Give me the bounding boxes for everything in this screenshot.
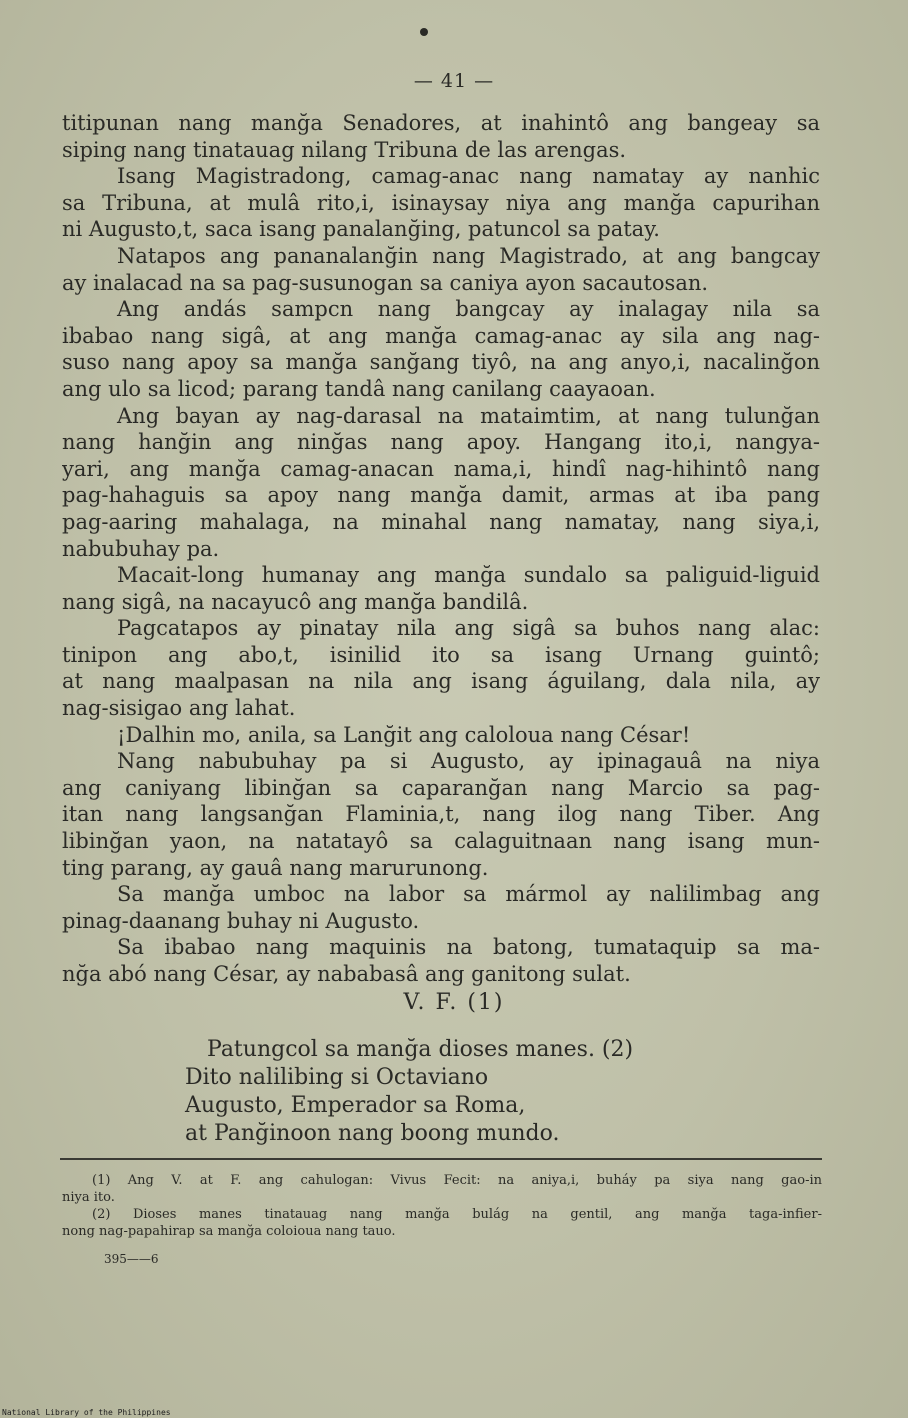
footnotes (62, 1172, 822, 1240)
text-line: nabubuhay pa. (62, 536, 220, 561)
library-watermark: National Library of the Philippines (2, 1408, 171, 1417)
text-line: ang ulo sa licod; parang tandâ nang canilang caayaoan. (62, 376, 656, 401)
text-line: tinipon ang abo,t, isinilid ito sa isang Urnang guintô; (62, 642, 820, 667)
body-text (62, 110, 820, 988)
text-line: Macait-long humanay ang manğa sundalo sa paliguid-liguid (117, 563, 820, 588)
text-line: titipunan nang manğa Senadores, at inahintô ang bangeay sa (62, 111, 820, 135)
text-line: Ang bayan ay nag-darasal na mataimtim, at nang tulunğan (117, 403, 820, 428)
footnote-line: niya ito. (62, 1190, 115, 1205)
ink-dot (420, 28, 428, 36)
text-line: Isang Magistradong, camag-anac nang namatay ay nanhic (117, 164, 820, 189)
text-line: itan nang langsanğan Flaminia,t, nang ilog nang Tiber. Ang (62, 802, 820, 827)
text-line: siping nang tinatauag nilang Tribuna de las arengas. (62, 137, 627, 162)
text-line: Sa manğa umboc na labor sa mármol ay nalilimbag ang (117, 882, 820, 907)
inscription-line: Augusto, Emperador sa Roma, (185, 1093, 526, 1118)
footnote-line: nong nag-papahirap sa manğa coloioua nang tauo. (62, 1224, 396, 1239)
text-line: ang caniyang libinğan sa caparanğan nang Marcio sa pag- (62, 775, 820, 800)
text-line: sa Tribuna, at mulâ rito,i, isinaysay niya ang manğa capurihan (62, 190, 820, 215)
text-line: ¡Dalhin mo, anila, sa Lanğit ang caloloua nang César! (117, 722, 691, 747)
inscription-line: at Panğinoon nang boong mundo. (185, 1121, 560, 1146)
footnote-line: (1) Ang V. at F. ang cahulogan: Vivus Fecit: na aniya,i, buháy pa siya nang gao-in (92, 1173, 822, 1188)
inscription-line: Dito nalilibing si Octaviano (185, 1065, 489, 1090)
text-line: pag-hahaguis sa apoy nang manğa damit, armas at iba pang (62, 483, 820, 508)
text-line: libinğan yaon, na natatayô sa calaguitnaan nang isang mun- (62, 829, 820, 854)
text-line: pag-aaring mahalaga, na minahal nang namatay, nang siya,i, (62, 509, 820, 534)
text-line: ay inalacad na sa pag-susunogan sa caniya ayon sacautosan. (62, 270, 709, 295)
inscription-line: Patungcol sa manğa dioses manes. (2) (207, 1037, 634, 1062)
text-line: nğa abó nang César, ay nababasâ ang ganitong sulat. (62, 962, 631, 986)
inscription-heading: V. F. (1) (403, 990, 505, 1015)
text-line: nag-sisigao ang lahat. (62, 696, 296, 721)
text-line: Nang nabubuhay pa si Augusto, ay ipinagauâ na niya (117, 749, 820, 774)
signature-mark: 395——6 (104, 1252, 159, 1266)
text-line: nang sigâ, na nacayucô ang manğa bandilâ. (62, 589, 529, 614)
text-line: ting parang, ay gauâ nang marurunong. (62, 855, 489, 880)
inscription-block (185, 1036, 745, 1148)
text-line: Ang andás sampcn nang bangcay ay inalagay nila sa (117, 297, 820, 322)
text-line: pinag-daanang buhay ni Augusto. (62, 908, 420, 933)
footnote-line: (2) Dioses manes tinatauag nang manğa bulág na gentil, ang manğa taga-infier- (92, 1207, 822, 1222)
page-number: — 41 — (413, 70, 495, 92)
text-line: nang hanğin ang ninğas nang apoy. Hangang ito,i, nangya- (62, 430, 820, 455)
text-line: suso nang apoy sa manğa sanğang tiyô, na ang anyo,i, nacalinğon (62, 350, 820, 375)
text-line: Natapos ang pananalanğin nang Magistrado, at ang bangcay (117, 243, 820, 268)
text-line: yari, ang manğa camag-anacan nama,i, hindî nag-hihintô nang (62, 456, 820, 481)
text-line: ibabao nang sigâ, at ang manğa camag-anac ay sila ang nag- (62, 323, 820, 348)
footnote-rule (60, 1158, 822, 1160)
text-line: Pagcatapos ay pinatay nila ang sigâ sa buhos nang alac: (117, 616, 820, 641)
text-line: at nang maalpasan na nila ang isang águilang, dala nila, ay (62, 669, 820, 694)
text-line: Sa ibabao nang maquinis na batong, tumataquip sa ma- (117, 935, 820, 960)
text-line: ni Augusto,t, saca isang panalanğing, patuncol sa patay. (62, 217, 660, 242)
